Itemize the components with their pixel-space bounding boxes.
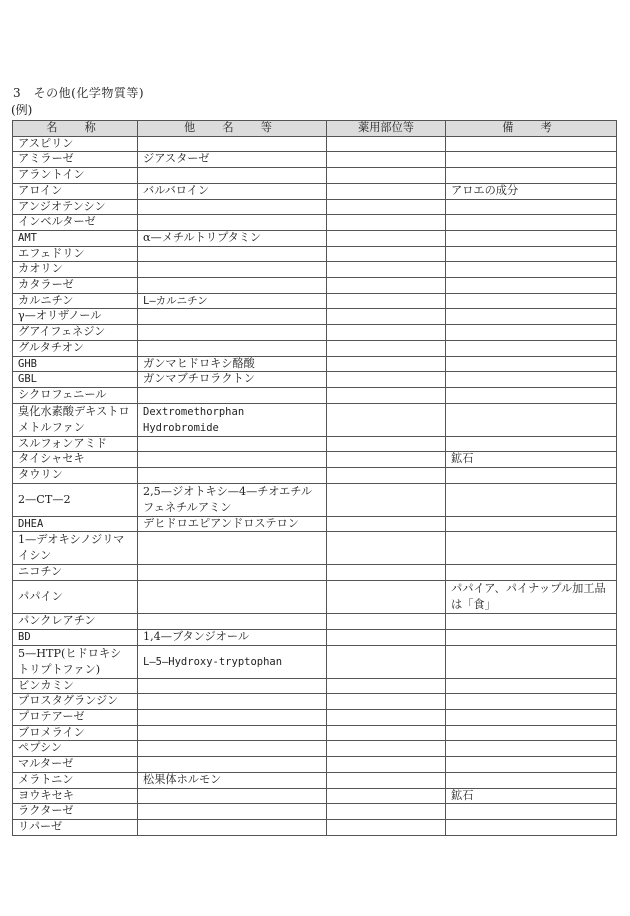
cell-name: タイシャセキ	[13, 452, 138, 468]
cell-note	[446, 741, 617, 757]
cell-part	[327, 483, 446, 516]
cell-alias	[138, 168, 327, 184]
cell-name: 1—デオキシノジリマイシン	[13, 532, 138, 565]
cell-part	[327, 325, 446, 341]
table-row	[13, 215, 617, 231]
cell-alias	[138, 614, 327, 630]
table-row	[13, 309, 617, 325]
table-row	[13, 230, 617, 246]
cell-note	[446, 230, 617, 246]
section-title: 3 その他(化学物質等)	[13, 86, 144, 100]
cell-alias	[138, 468, 327, 484]
cell-name: パンクレアチン	[13, 614, 138, 630]
table-row	[13, 565, 617, 581]
cell-alias	[138, 136, 327, 152]
cell-part	[327, 645, 446, 678]
table-row	[13, 293, 617, 309]
cell-note	[446, 356, 617, 372]
cell-name: アスピリン	[13, 136, 138, 152]
cell-part	[327, 694, 446, 710]
cell-alias	[138, 387, 327, 403]
cell-alias	[138, 678, 327, 694]
cell-note	[446, 293, 617, 309]
cell-name: パパイン	[13, 581, 138, 614]
cell-part	[327, 152, 446, 168]
cell-part	[327, 804, 446, 820]
table-row	[13, 340, 617, 356]
cell-name: タウリン	[13, 468, 138, 484]
cell-alias	[138, 325, 327, 341]
table-row	[13, 325, 617, 341]
cell-note	[446, 215, 617, 231]
cell-name: ブロメライン	[13, 725, 138, 741]
cell-note	[446, 804, 617, 820]
cell-alias	[138, 215, 327, 231]
table-row	[13, 452, 617, 468]
cell-part	[327, 183, 446, 199]
cell-note: 鉱石	[446, 452, 617, 468]
cell-note	[446, 403, 617, 436]
cell-name: メラトニン	[13, 772, 138, 788]
cell-alias: L—カルニチン	[138, 293, 327, 309]
cell-alias	[138, 278, 327, 294]
cell-alias	[138, 725, 327, 741]
cell-name: グアイフェネジン	[13, 325, 138, 341]
cell-note: アロエの成分	[446, 183, 617, 199]
cell-name: マルターゼ	[13, 757, 138, 773]
table-row	[13, 436, 617, 452]
table-row	[13, 183, 617, 199]
cell-part	[327, 468, 446, 484]
cell-part	[327, 788, 446, 804]
table-row	[13, 468, 617, 484]
cell-part	[327, 629, 446, 645]
cell-note	[446, 694, 617, 710]
table-row	[13, 581, 617, 614]
table-row	[13, 741, 617, 757]
cell-name: AMT	[13, 230, 138, 246]
cell-note	[446, 709, 617, 725]
cell-part	[327, 340, 446, 356]
cell-alias	[138, 694, 327, 710]
header-part: 薬用部位等	[327, 121, 446, 137]
cell-note	[446, 725, 617, 741]
cell-alias	[138, 788, 327, 804]
cell-alias	[138, 709, 327, 725]
cell-note	[446, 468, 617, 484]
table-row	[13, 246, 617, 262]
cell-note	[446, 819, 617, 835]
cell-alias: 2,5—ジオトキシ—4—チオエチルフェネチルアミン	[138, 483, 327, 516]
cell-part	[327, 246, 446, 262]
cell-note	[446, 436, 617, 452]
cell-part	[327, 293, 446, 309]
cell-note	[446, 340, 617, 356]
cell-part	[327, 199, 446, 215]
table-row	[13, 278, 617, 294]
cell-part	[327, 741, 446, 757]
header-note: 備 考	[446, 121, 617, 137]
cell-part	[327, 516, 446, 532]
cell-part	[327, 403, 446, 436]
header-name: 名 称	[13, 121, 138, 137]
cell-part	[327, 614, 446, 630]
cell-part	[327, 772, 446, 788]
cell-part	[327, 757, 446, 773]
cell-alias	[138, 757, 327, 773]
table-body	[13, 136, 617, 835]
cell-note	[446, 199, 617, 215]
table-row	[13, 772, 617, 788]
cell-name: ヨウキセキ	[13, 788, 138, 804]
cell-name: 臭化水素酸デキストロメトルファン	[13, 403, 138, 436]
cell-name: アラントイン	[13, 168, 138, 184]
cell-name: リパーゼ	[13, 819, 138, 835]
cell-note	[446, 483, 617, 516]
table-row	[13, 532, 617, 565]
cell-alias	[138, 532, 327, 565]
cell-part	[327, 565, 446, 581]
cell-alias	[138, 581, 327, 614]
cell-name: ニコチン	[13, 565, 138, 581]
cell-name: グルタチオン	[13, 340, 138, 356]
cell-name: 5—HTP(ヒドロキシトリプトファン)	[13, 645, 138, 678]
cell-part	[327, 278, 446, 294]
table-row	[13, 403, 617, 436]
cell-name: ラクターゼ	[13, 804, 138, 820]
cell-part	[327, 436, 446, 452]
cell-name: スルフォンアミド	[13, 436, 138, 452]
cell-name: プロスタグランジン	[13, 694, 138, 710]
cell-name: GBL	[13, 372, 138, 388]
table-row	[13, 788, 617, 804]
cell-part	[327, 532, 446, 565]
cell-part	[327, 709, 446, 725]
table-row	[13, 757, 617, 773]
cell-alias: 1,4—ブタンジオール	[138, 629, 327, 645]
cell-name: シクロフェニール	[13, 387, 138, 403]
table-row	[13, 483, 617, 516]
cell-part	[327, 372, 446, 388]
cell-part	[327, 309, 446, 325]
table-row	[13, 372, 617, 388]
cell-alias	[138, 452, 327, 468]
cell-part	[327, 230, 446, 246]
cell-part	[327, 168, 446, 184]
cell-alias	[138, 262, 327, 278]
cell-alias	[138, 309, 327, 325]
table-row	[13, 516, 617, 532]
cell-name: DHEA	[13, 516, 138, 532]
cell-part	[327, 387, 446, 403]
substance-table	[12, 120, 617, 836]
table-row	[13, 356, 617, 372]
cell-note	[446, 372, 617, 388]
cell-part	[327, 725, 446, 741]
cell-alias: 松果体ホルモン	[138, 772, 327, 788]
cell-note	[446, 532, 617, 565]
table-row	[13, 614, 617, 630]
header-alias: 他 名 等	[138, 121, 327, 137]
cell-part	[327, 262, 446, 278]
cell-alias	[138, 436, 327, 452]
cell-name: アミラーゼ	[13, 152, 138, 168]
cell-name: γ—オリザノール	[13, 309, 138, 325]
cell-name: プロテアーゼ	[13, 709, 138, 725]
table-row	[13, 804, 617, 820]
cell-note	[446, 565, 617, 581]
cell-alias	[138, 246, 327, 262]
cell-note	[446, 629, 617, 645]
cell-name: アロイン	[13, 183, 138, 199]
cell-note	[446, 757, 617, 773]
cell-name: GHB	[13, 356, 138, 372]
table-row	[13, 387, 617, 403]
cell-name: ペプシン	[13, 741, 138, 757]
cell-alias: ガンマブチロラクトン	[138, 372, 327, 388]
cell-alias: ジアスターゼ	[138, 152, 327, 168]
cell-note: パパイア、パイナップル加工品は「食」	[446, 581, 617, 614]
cell-note	[446, 614, 617, 630]
cell-alias	[138, 199, 327, 215]
cell-note	[446, 136, 617, 152]
cell-note	[446, 516, 617, 532]
table-row	[13, 629, 617, 645]
cell-name: ビンカミン	[13, 678, 138, 694]
cell-note	[446, 278, 617, 294]
cell-name: インベルターゼ	[13, 215, 138, 231]
cell-name: BD	[13, 629, 138, 645]
cell-note	[446, 168, 617, 184]
cell-note	[446, 645, 617, 678]
table-row	[13, 709, 617, 725]
cell-alias	[138, 565, 327, 581]
table-row	[13, 152, 617, 168]
table-row	[13, 678, 617, 694]
cell-part	[327, 581, 446, 614]
cell-note	[446, 246, 617, 262]
cell-alias	[138, 741, 327, 757]
cell-note	[446, 772, 617, 788]
table-header-row	[13, 121, 617, 137]
cell-note	[446, 678, 617, 694]
cell-alias	[138, 340, 327, 356]
cell-alias	[138, 819, 327, 835]
cell-part	[327, 678, 446, 694]
example-label: (例)	[11, 103, 33, 117]
cell-part	[327, 215, 446, 231]
cell-name: エフェドリン	[13, 246, 138, 262]
cell-note	[446, 262, 617, 278]
cell-alias: Dextromethorphan Hydrobromide	[138, 403, 327, 436]
cell-note	[446, 152, 617, 168]
table-row	[13, 199, 617, 215]
cell-alias: L—5—Hydroxy-tryptophan	[138, 645, 327, 678]
cell-name: カルニチン	[13, 293, 138, 309]
cell-note: 鉱石	[446, 788, 617, 804]
table-row	[13, 694, 617, 710]
cell-alias: α—メチルトリプタミン	[138, 230, 327, 246]
cell-alias: バルバロイン	[138, 183, 327, 199]
table-row	[13, 645, 617, 678]
table-row	[13, 725, 617, 741]
cell-note	[446, 387, 617, 403]
cell-name: アンジオテンシン	[13, 199, 138, 215]
cell-alias	[138, 804, 327, 820]
table-row	[13, 819, 617, 835]
table-row	[13, 136, 617, 152]
table-row	[13, 168, 617, 184]
cell-part	[327, 452, 446, 468]
cell-name: カタラーゼ	[13, 278, 138, 294]
cell-part	[327, 136, 446, 152]
cell-name: カオリン	[13, 262, 138, 278]
cell-note	[446, 325, 617, 341]
cell-part	[327, 356, 446, 372]
cell-part	[327, 819, 446, 835]
cell-note	[446, 309, 617, 325]
cell-alias: ガンマヒドロキシ酪酸	[138, 356, 327, 372]
cell-alias: デヒドロエピアンドロステロン	[138, 516, 327, 532]
cell-name: 2—CT—2	[13, 483, 138, 516]
table-row	[13, 262, 617, 278]
